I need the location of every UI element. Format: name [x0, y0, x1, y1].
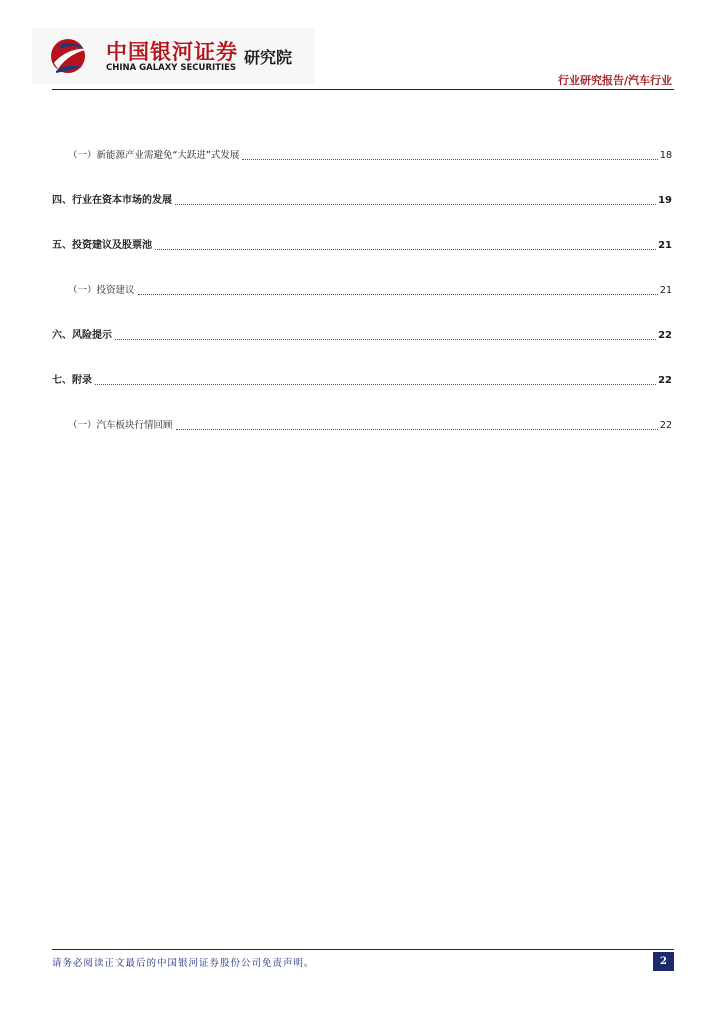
page-number: 2: [653, 952, 674, 971]
toc-entry-title: （一）新能源产业需避免“大跃进”式发展: [68, 150, 240, 161]
toc-entry-page: 22: [658, 375, 672, 386]
toc-entry[interactable]: [52, 240, 672, 252]
toc-leader: [175, 203, 656, 205]
toc-entry-title: （一）投资建议: [68, 285, 135, 296]
toc-entry-title: 四、行业在资本市场的发展: [52, 195, 172, 206]
toc-leader: [138, 293, 658, 295]
logo-chinese-name: 中国银河证券: [106, 40, 238, 64]
toc-entry[interactable]: [68, 420, 672, 432]
footer-divider: [52, 949, 674, 950]
toc-leader: [176, 428, 658, 430]
toc-entry-title: 六、风险提示: [52, 330, 112, 341]
toc-entry[interactable]: [52, 375, 672, 387]
toc-entry-page: 21: [658, 240, 672, 251]
toc-entry-page: 22: [659, 420, 672, 431]
logo-institute: 研究院: [244, 48, 293, 67]
toc-entry[interactable]: [68, 285, 672, 297]
toc-entry-title: 五、投资建议及股票池: [52, 240, 152, 251]
page-header: [0, 0, 724, 92]
galaxy-logo-icon: [48, 35, 92, 77]
toc-entry[interactable]: [68, 150, 672, 162]
toc-entry-page: 22: [658, 330, 672, 341]
logo-english-name: CHINA GALAXY SECURITIES: [106, 63, 237, 73]
toc-entry[interactable]: [52, 195, 672, 207]
toc-entry-page: 18: [659, 150, 672, 161]
toc-leader: [242, 158, 658, 160]
toc-entry-page: 19: [658, 195, 672, 206]
report-category: 行业研究报告/汽车行业: [557, 74, 672, 87]
toc-entry-page: 21: [659, 285, 672, 296]
toc-leader: [115, 338, 656, 340]
footer-disclaimer: 请务必阅读正文最后的中国银河证券股份公司免责声明。: [52, 958, 315, 969]
toc-entry-title: 七、附录: [52, 375, 92, 386]
toc-leader: [155, 248, 656, 250]
company-logo: [32, 28, 314, 84]
toc-leader: [95, 383, 656, 385]
toc-entry-title: （一）汽车板块行情回顾: [68, 420, 173, 431]
header-divider: [52, 89, 674, 90]
toc-entry[interactable]: [52, 330, 672, 342]
